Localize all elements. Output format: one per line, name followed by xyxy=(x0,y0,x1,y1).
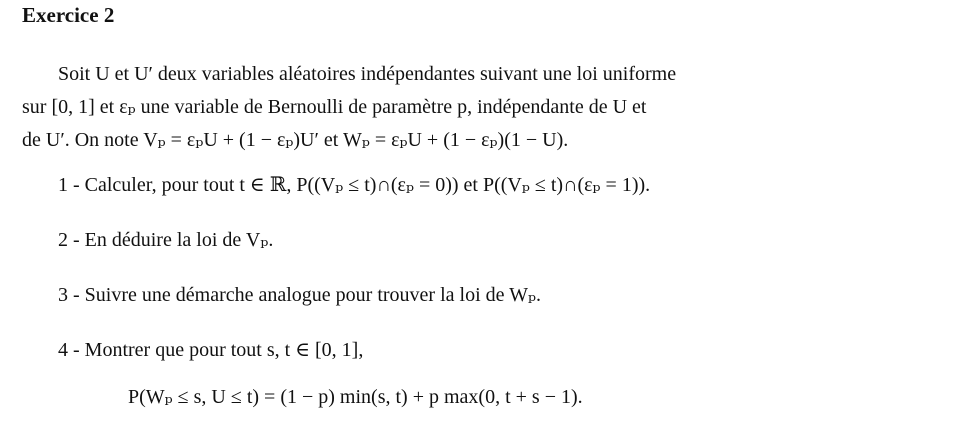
exercise-title: Exercice 2 xyxy=(22,3,115,27)
intro-line-3: de U′. On note Vₚ = εₚU + (1 − εₚ)U′ et Wₚ = εₚU + (1 − εₚ)(1 − U). xyxy=(22,129,569,151)
question-4: 4 - Montrer que pour tout s, t ∈ [0, 1], xyxy=(58,339,364,361)
display-formula: P(Wₚ ≤ s, U ≤ t) = (1 − p) min(s, t) + p max(0, t + s − 1). xyxy=(128,386,583,408)
intro-line-1: Soit U et U′ deux variables aléatoires indépendantes suivant une loi uniforme xyxy=(58,63,677,85)
exercise-intro xyxy=(22,58,852,157)
intro-line-2: sur [0, 1] et εₚ une variable de Bernoulli de paramètre p, indépendante de U et xyxy=(22,96,647,118)
question-2: 2 - En déduire la loi de Vₚ. xyxy=(58,229,274,251)
question-3: 3 - Suivre une démarche analogue pour trouver la loi de Wₚ. xyxy=(58,284,542,306)
question-1: 1 - Calculer, pour tout t ∈ ℝ, P((Vₚ ≤ t)∩(εₚ = 0)) et P((Vₚ ≤ t)∩(εₚ = 1)). xyxy=(58,174,651,196)
